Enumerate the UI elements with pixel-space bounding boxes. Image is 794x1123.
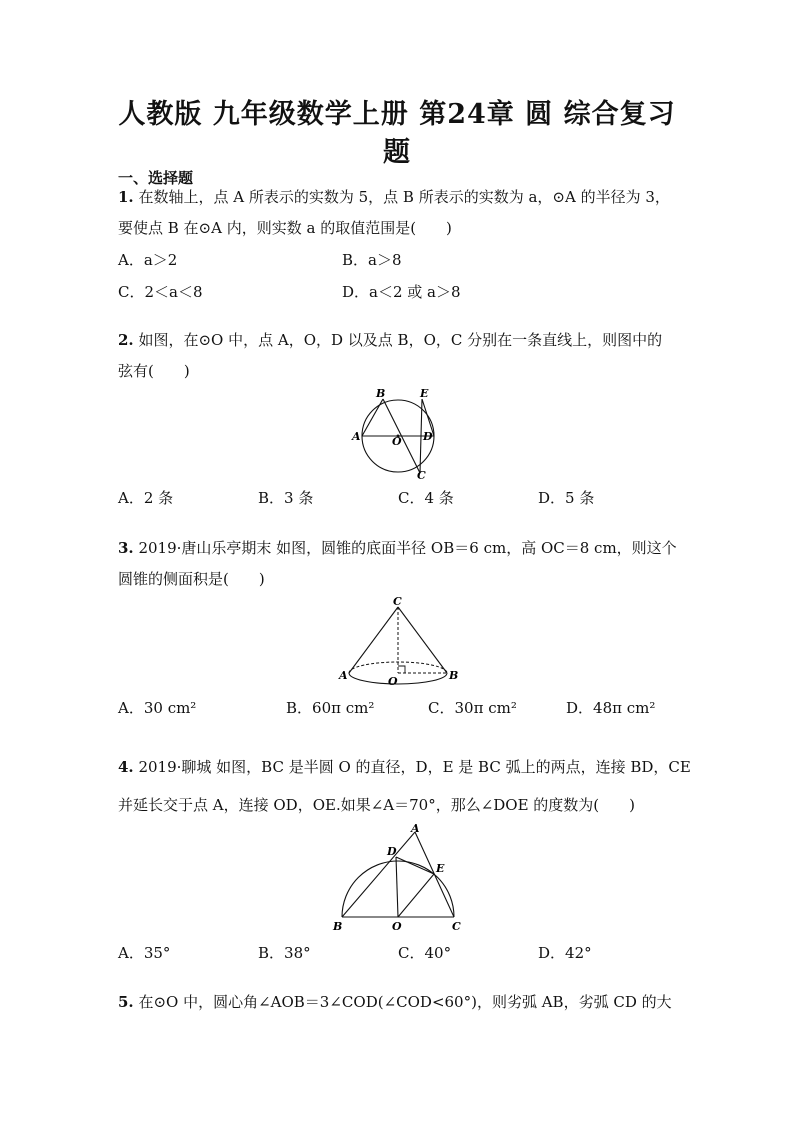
section-heading: 一、选择题 (118, 169, 194, 187)
question-1-text-1: 在数轴上，点 A 所表示的实数为 5，点 B 所表示的实数为 a，⊙A 的半径为 3， (138, 188, 670, 206)
fig3-label-a: A (339, 669, 348, 682)
question-3-option-c[interactable]: C．30π cm² (428, 699, 517, 717)
question-4-option-b[interactable]: B．38° (258, 944, 311, 962)
question-1-option-a[interactable]: A．a＞2 (118, 251, 178, 269)
fig4-label-e: E (436, 862, 445, 875)
question-4-option-a[interactable]: A．35° (118, 944, 171, 962)
question-2-option-a[interactable]: A．2 条 (118, 489, 174, 507)
question-5-line-1 (118, 992, 672, 1012)
question-2-number: 2. (118, 331, 134, 349)
question-2-option-c[interactable]: C．4 条 (398, 489, 454, 507)
fig4-label-a: A (411, 822, 420, 835)
question-4-text-1: 2019·聊城 如图，BC 是半圆 O 的直径，D，E 是 BC 弧上的两点，连接 BD，CE (138, 758, 691, 776)
question-1-option-d[interactable]: D．a＜2 或 a＞8 (342, 283, 461, 301)
question-3-option-b[interactable]: B．60π cm² (286, 699, 375, 717)
fig4-label-o: O (392, 920, 402, 933)
question-4-option-d[interactable]: D．42° (538, 944, 592, 962)
question-3-line-2: 圆锥的侧面积是( ) (118, 570, 265, 588)
fig2-label-c: C (417, 469, 426, 482)
document-title-line-1: 人教版 九年级数学上册 第24章 圆 综合复习 (118, 99, 676, 130)
fig2-label-a: A (352, 430, 361, 443)
question-2-option-d[interactable]: D．5 条 (538, 489, 595, 507)
question-5-text-1: 在⊙O 中，圆心角∠AOB＝3∠COD(∠COD<60°)，则劣弧 AB，劣弧 CD 的大 (138, 993, 672, 1011)
question-1-line-1 (118, 187, 670, 207)
fig2-label-b: B (376, 387, 386, 400)
question-4-line-2: 并延长交于点 A，连接 OD，OE.如果∠A＝70°，那么∠DOE 的度数为( ) (118, 796, 636, 814)
document-title-line-2: 题 (383, 137, 411, 168)
question-3-line-1 (118, 538, 677, 558)
question-2-line-2: 弦有( ) (118, 362, 190, 380)
question-3-option-d[interactable]: D．48π cm² (566, 699, 656, 717)
fig4-label-c: C (452, 920, 461, 933)
question-4-line-1 (118, 757, 691, 777)
question-3-text-1: 2019·唐山乐亭期末 如图，圆锥的底面半径 OB＝6 cm，高 OC＝8 cm，则这个 (138, 539, 677, 557)
fig3-label-c: C (393, 595, 402, 608)
fig2-label-d: D (423, 430, 433, 443)
question-5-number: 5. (118, 993, 134, 1011)
fig2-label-o: O (392, 435, 402, 448)
question-1-option-c[interactable]: C．2＜a＜8 (118, 283, 203, 301)
question-2-text-1: 如图，在⊙O 中，点 A，O，D 以及点 B，O，C 分别在一条直线上，则图中的 (138, 331, 663, 349)
semicircle-figure (330, 822, 470, 937)
fig4-label-d: D (387, 845, 397, 858)
question-3-option-a[interactable]: A．30 cm² (118, 699, 197, 717)
question-2-option-b[interactable]: B．3 条 (258, 489, 314, 507)
question-4-number: 4. (118, 758, 134, 776)
question-4-option-c[interactable]: C．40° (398, 944, 452, 962)
question-3-number: 3. (118, 539, 134, 557)
fig3-label-o: O (388, 675, 398, 688)
question-1-line-2: 要使点 B 在⊙A 内，则实数 a 的取值范围是( ) (118, 219, 452, 237)
question-2-line-1 (118, 330, 662, 350)
circle-chords-figure (350, 385, 450, 485)
question-1-option-b[interactable]: B．a＞8 (342, 251, 402, 269)
fig3-label-b: B (449, 669, 459, 682)
fig4-label-b: B (333, 920, 343, 933)
cone-figure (335, 595, 465, 690)
question-1-number: 1. (118, 188, 134, 206)
fig2-label-e: E (420, 387, 429, 400)
